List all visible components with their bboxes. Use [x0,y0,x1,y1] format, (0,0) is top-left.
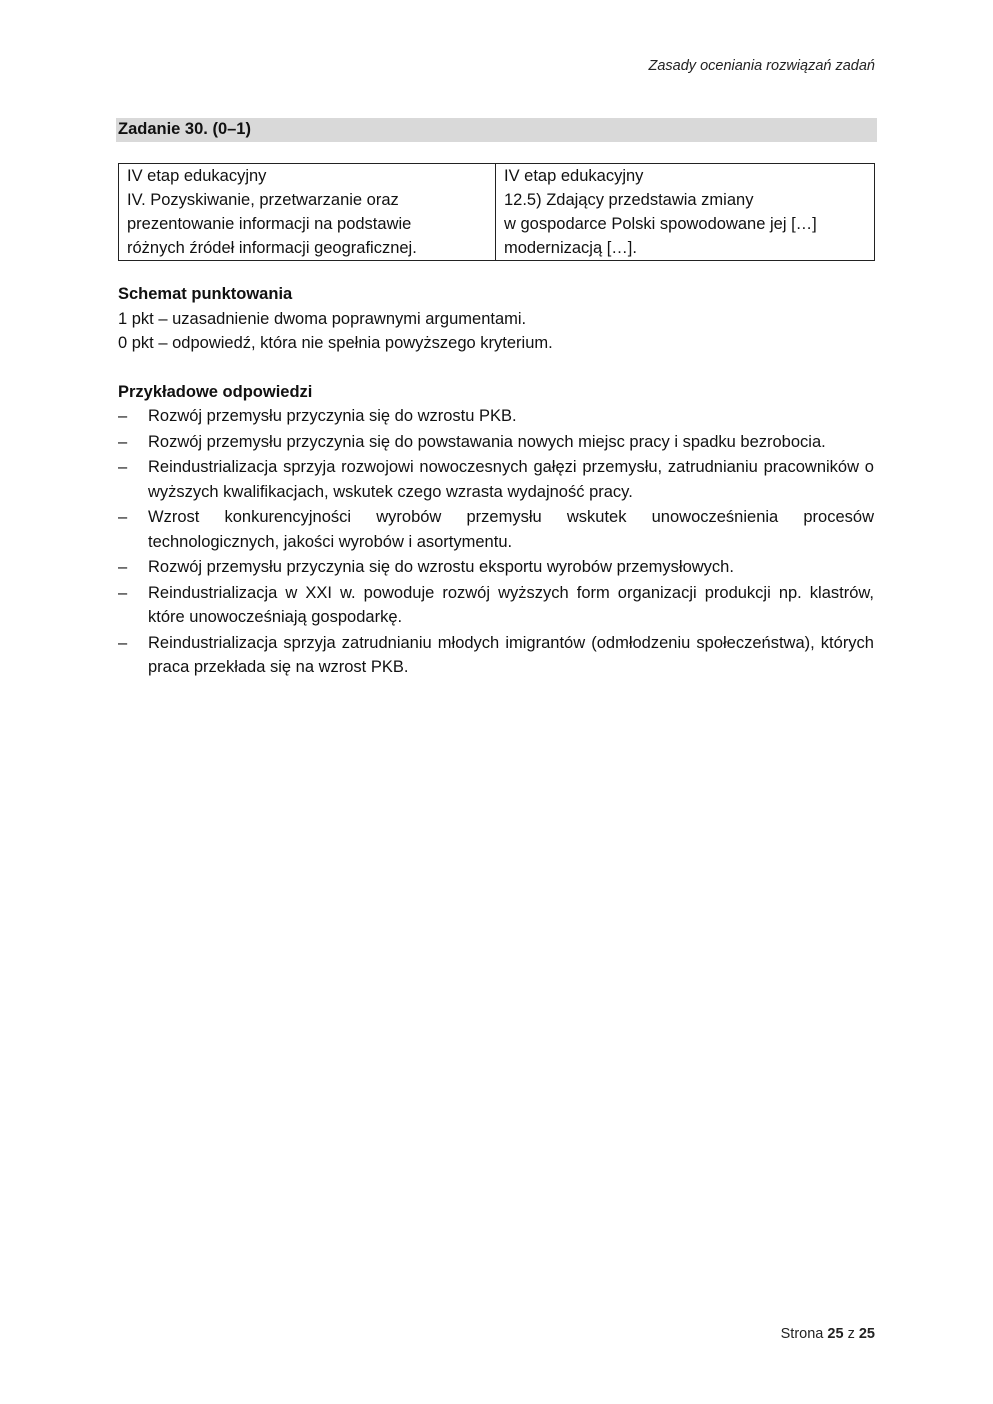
dash-bullet: – [118,633,128,652]
specific-requirement-line: w gospodarce Polski spowodowane jej […] [504,215,817,233]
task-title: Zadanie 30. (0–1) [116,118,877,142]
page-separator: z [847,1326,855,1342]
requirements-row [119,164,875,261]
answer-text: Reindustrializacja w XXI w. powoduje rozwój wyższych form organizacji produkcji np. klastrów, które unowocześniają gospodarkę. [148,583,874,626]
answer-text: Reindustrializacja sprzyja zatrudnianiu młodych imigrantów (odmłodzeniu społeczeństwa), których praca przekłada się na wzrost PKB. [148,633,874,676]
dash-bullet: – [118,508,128,526]
page-label: Strona [780,1326,824,1342]
answer-item [118,631,874,680]
answer-text: Rozwój przemysłu przyczynia się do wzrostu PKB. [148,407,517,425]
scoring-line: 0 pkt – odpowiedź, która nie spełnia powyższego kryterium. [118,334,553,352]
specific-requirement-cell [496,164,875,261]
dash-bullet: – [118,432,128,451]
general-requirement-line: IV. Pozyskiwanie, przetwarzanie oraz [127,191,399,209]
scoring-title: Schemat punktowania [118,285,293,303]
dash-bullet: – [118,558,128,576]
running-header: Zasady oceniania rozwiązań zadań [648,58,875,74]
specific-requirement-line: 12.5) Zdający przedstawia zmiany [504,191,754,209]
page-footer [781,1326,875,1342]
answer-text: Rozwój przemysłu przyczynia się do wzrostu eksportu wyrobów przemysłowych. [148,558,734,576]
page-number: 25 [827,1326,844,1342]
dash-bullet: – [118,407,128,425]
general-requirement-cell [119,164,496,261]
general-requirement-line: różnych źródeł informacji geograficznej. [127,239,417,257]
section-spacer [118,356,874,380]
answer-item [118,505,874,554]
requirements-table [118,163,875,261]
answer-text: Rozwój przemysłu przyczynia się do powstawania nowych miejsc pracy i spadku bezrobocia. [148,432,826,451]
scoring-line: 1 pkt – uzasadnienie dwoma poprawnymi argumentami. [118,309,527,328]
dash-bullet: – [118,458,128,476]
specific-requirement-line: modernizacją […]. [504,239,637,257]
answer-text: Reindustrializacja sprzyja rozwojowi nowoczesnych gałęzi przemysłu, zatrudnianiu pracowników o wyższych kwalifikacjach, wskutek czego wzrasta wydajność pracy. [148,458,874,501]
answer-text: Wzrost konkurencyjności wyrobów przemysłu wskutek unowocześnienia procesów technologicznych, jakości wyrobów i asortymentu. [148,508,874,551]
answers-list [118,404,874,680]
content-body [118,282,874,681]
general-requirement-line: prezentowanie informacji na podstawie [127,215,412,233]
general-requirement-line: IV etap edukacyjny [127,167,267,185]
page-total: 25 [858,1326,875,1342]
answers-title: Przykładowe odpowiedzi [118,382,313,401]
answer-item [118,430,874,455]
answer-item [118,455,874,504]
answer-item [118,555,874,580]
answer-item [118,581,874,630]
dash-bullet: – [118,583,128,602]
specific-requirement-line: IV etap edukacyjny [504,167,644,185]
answer-item [118,404,874,429]
